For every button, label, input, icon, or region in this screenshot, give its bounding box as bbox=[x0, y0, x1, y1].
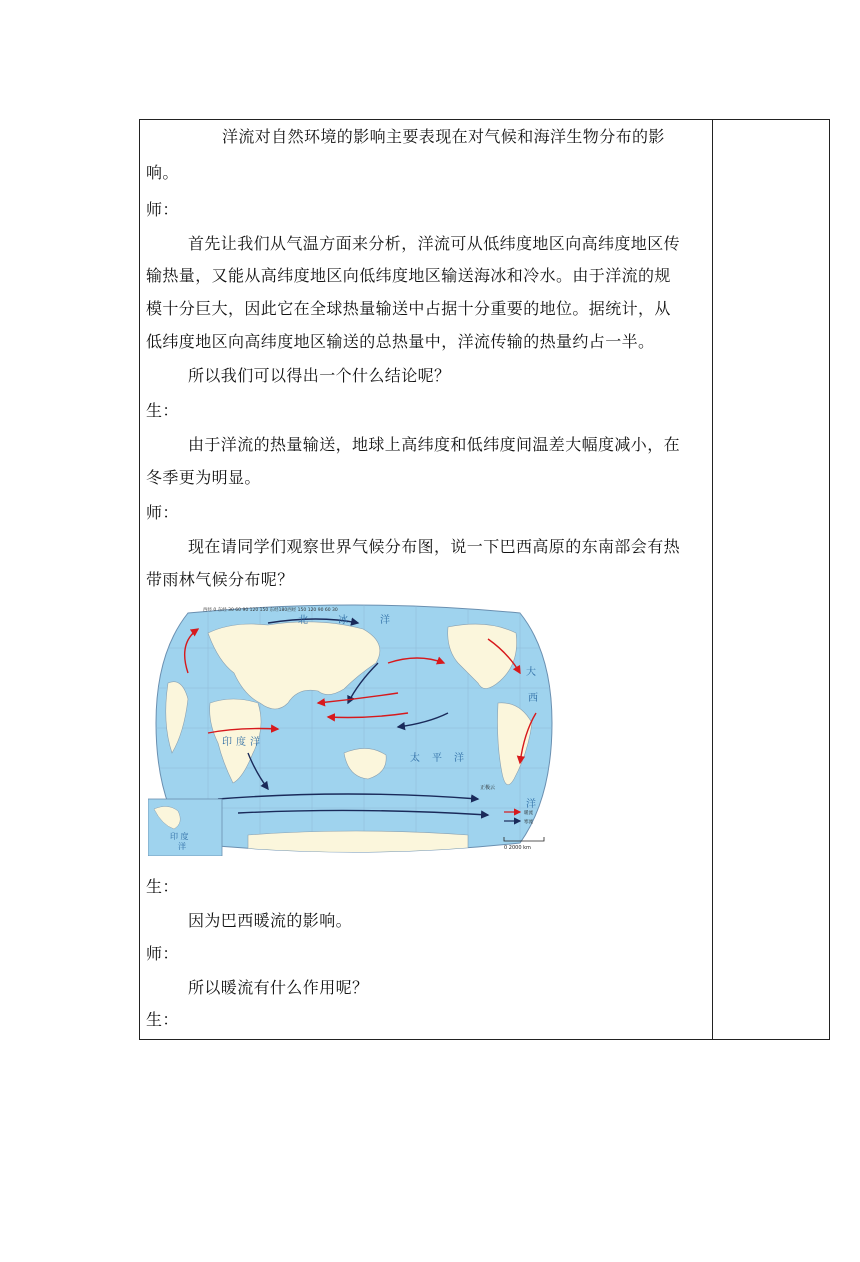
pacific-ocean-char-3: 洋 bbox=[454, 753, 464, 764]
paragraph-1-line-3: 模十分巨大，因此它在全球热量输送中占据十分重要的地位。据统计，从 bbox=[146, 299, 671, 318]
atlantic-ocean-char-3: 洋 bbox=[526, 799, 536, 810]
teacher-label: 师： bbox=[146, 503, 179, 522]
teacher-label: 师： bbox=[146, 200, 179, 219]
pacific-ocean-char-1: 太 bbox=[410, 753, 420, 764]
student-label: 生： bbox=[146, 877, 179, 896]
scale-bar-label: 0 2000 km bbox=[504, 845, 531, 851]
lesson-content-cell bbox=[140, 120, 712, 1039]
pacific-ocean-char-2: 平 bbox=[432, 753, 442, 764]
atlantic-ocean-char-1: 大 bbox=[526, 667, 536, 678]
question-3: 所以暖流有什么作用呢？ bbox=[188, 978, 369, 997]
question-1: 所以我们可以得出一个什么结论呢？ bbox=[188, 366, 451, 385]
arctic-ocean-char-1: 北 bbox=[298, 615, 308, 626]
inset-ocean-label-2: 洋 bbox=[178, 842, 186, 851]
teacher-label: 师： bbox=[146, 944, 179, 963]
atlantic-ocean-char-2: 西 bbox=[528, 693, 538, 704]
legend-warm-label: 暖流 bbox=[524, 811, 533, 816]
paragraph-1-line-2: 输热量，又能从高纬度地区向低纬度地区输送海冰和冷水。由于洋流的规 bbox=[146, 266, 671, 285]
longitude-scale: 西经 0 东经 30 60 90 120 150 东经180西经 150 120 90 60 30 bbox=[203, 608, 338, 613]
student-label: 生： bbox=[146, 401, 179, 420]
question-2-line-2: 带雨林气候分布呢？ bbox=[146, 570, 294, 589]
column-divider bbox=[712, 120, 713, 1039]
paragraph-1-line-1: 首先让我们从气温方面来分析，洋流可从低纬度地区向高纬度地区传 bbox=[188, 234, 681, 253]
indian-ocean-char-2: 度 bbox=[236, 737, 246, 748]
answer-1-line-2: 冬季更为明显。 bbox=[146, 468, 261, 487]
answer-2: 因为巴西暖流的影响。 bbox=[188, 911, 353, 930]
question-2-line-1: 现在请同学们观察世界气候分布图，说一下巴西高原的东南部会有热 bbox=[188, 537, 681, 556]
student-label: 生： bbox=[146, 1010, 179, 1029]
world-ocean-currents-map bbox=[148, 603, 560, 856]
indian-ocean-char-3: 洋 bbox=[250, 737, 260, 748]
paragraph-1-line-4: 低纬度地区向高纬度地区输送的总热量中，洋流传输的热量约占一半。 bbox=[146, 332, 655, 351]
intro-line-2: 响。 bbox=[146, 163, 179, 182]
polar-label: 正极云 bbox=[480, 785, 496, 791]
arctic-ocean-char-3: 洋 bbox=[380, 615, 390, 626]
intro-line-1: 洋流对自然环境的影响主要表现在对气候和海洋生物分布的影 bbox=[222, 127, 665, 146]
arctic-ocean-char-2: 冰 bbox=[338, 615, 348, 626]
inset-ocean-label: 印 度 bbox=[170, 832, 189, 841]
lesson-table bbox=[139, 119, 830, 1040]
answer-1-line-1: 由于洋流的热量输送，地球上高纬度和低纬度间温差大幅度减小，在 bbox=[188, 435, 681, 454]
legend-cold-label: 寒流 bbox=[524, 820, 533, 825]
indian-ocean-char-1: 印 bbox=[222, 737, 232, 748]
